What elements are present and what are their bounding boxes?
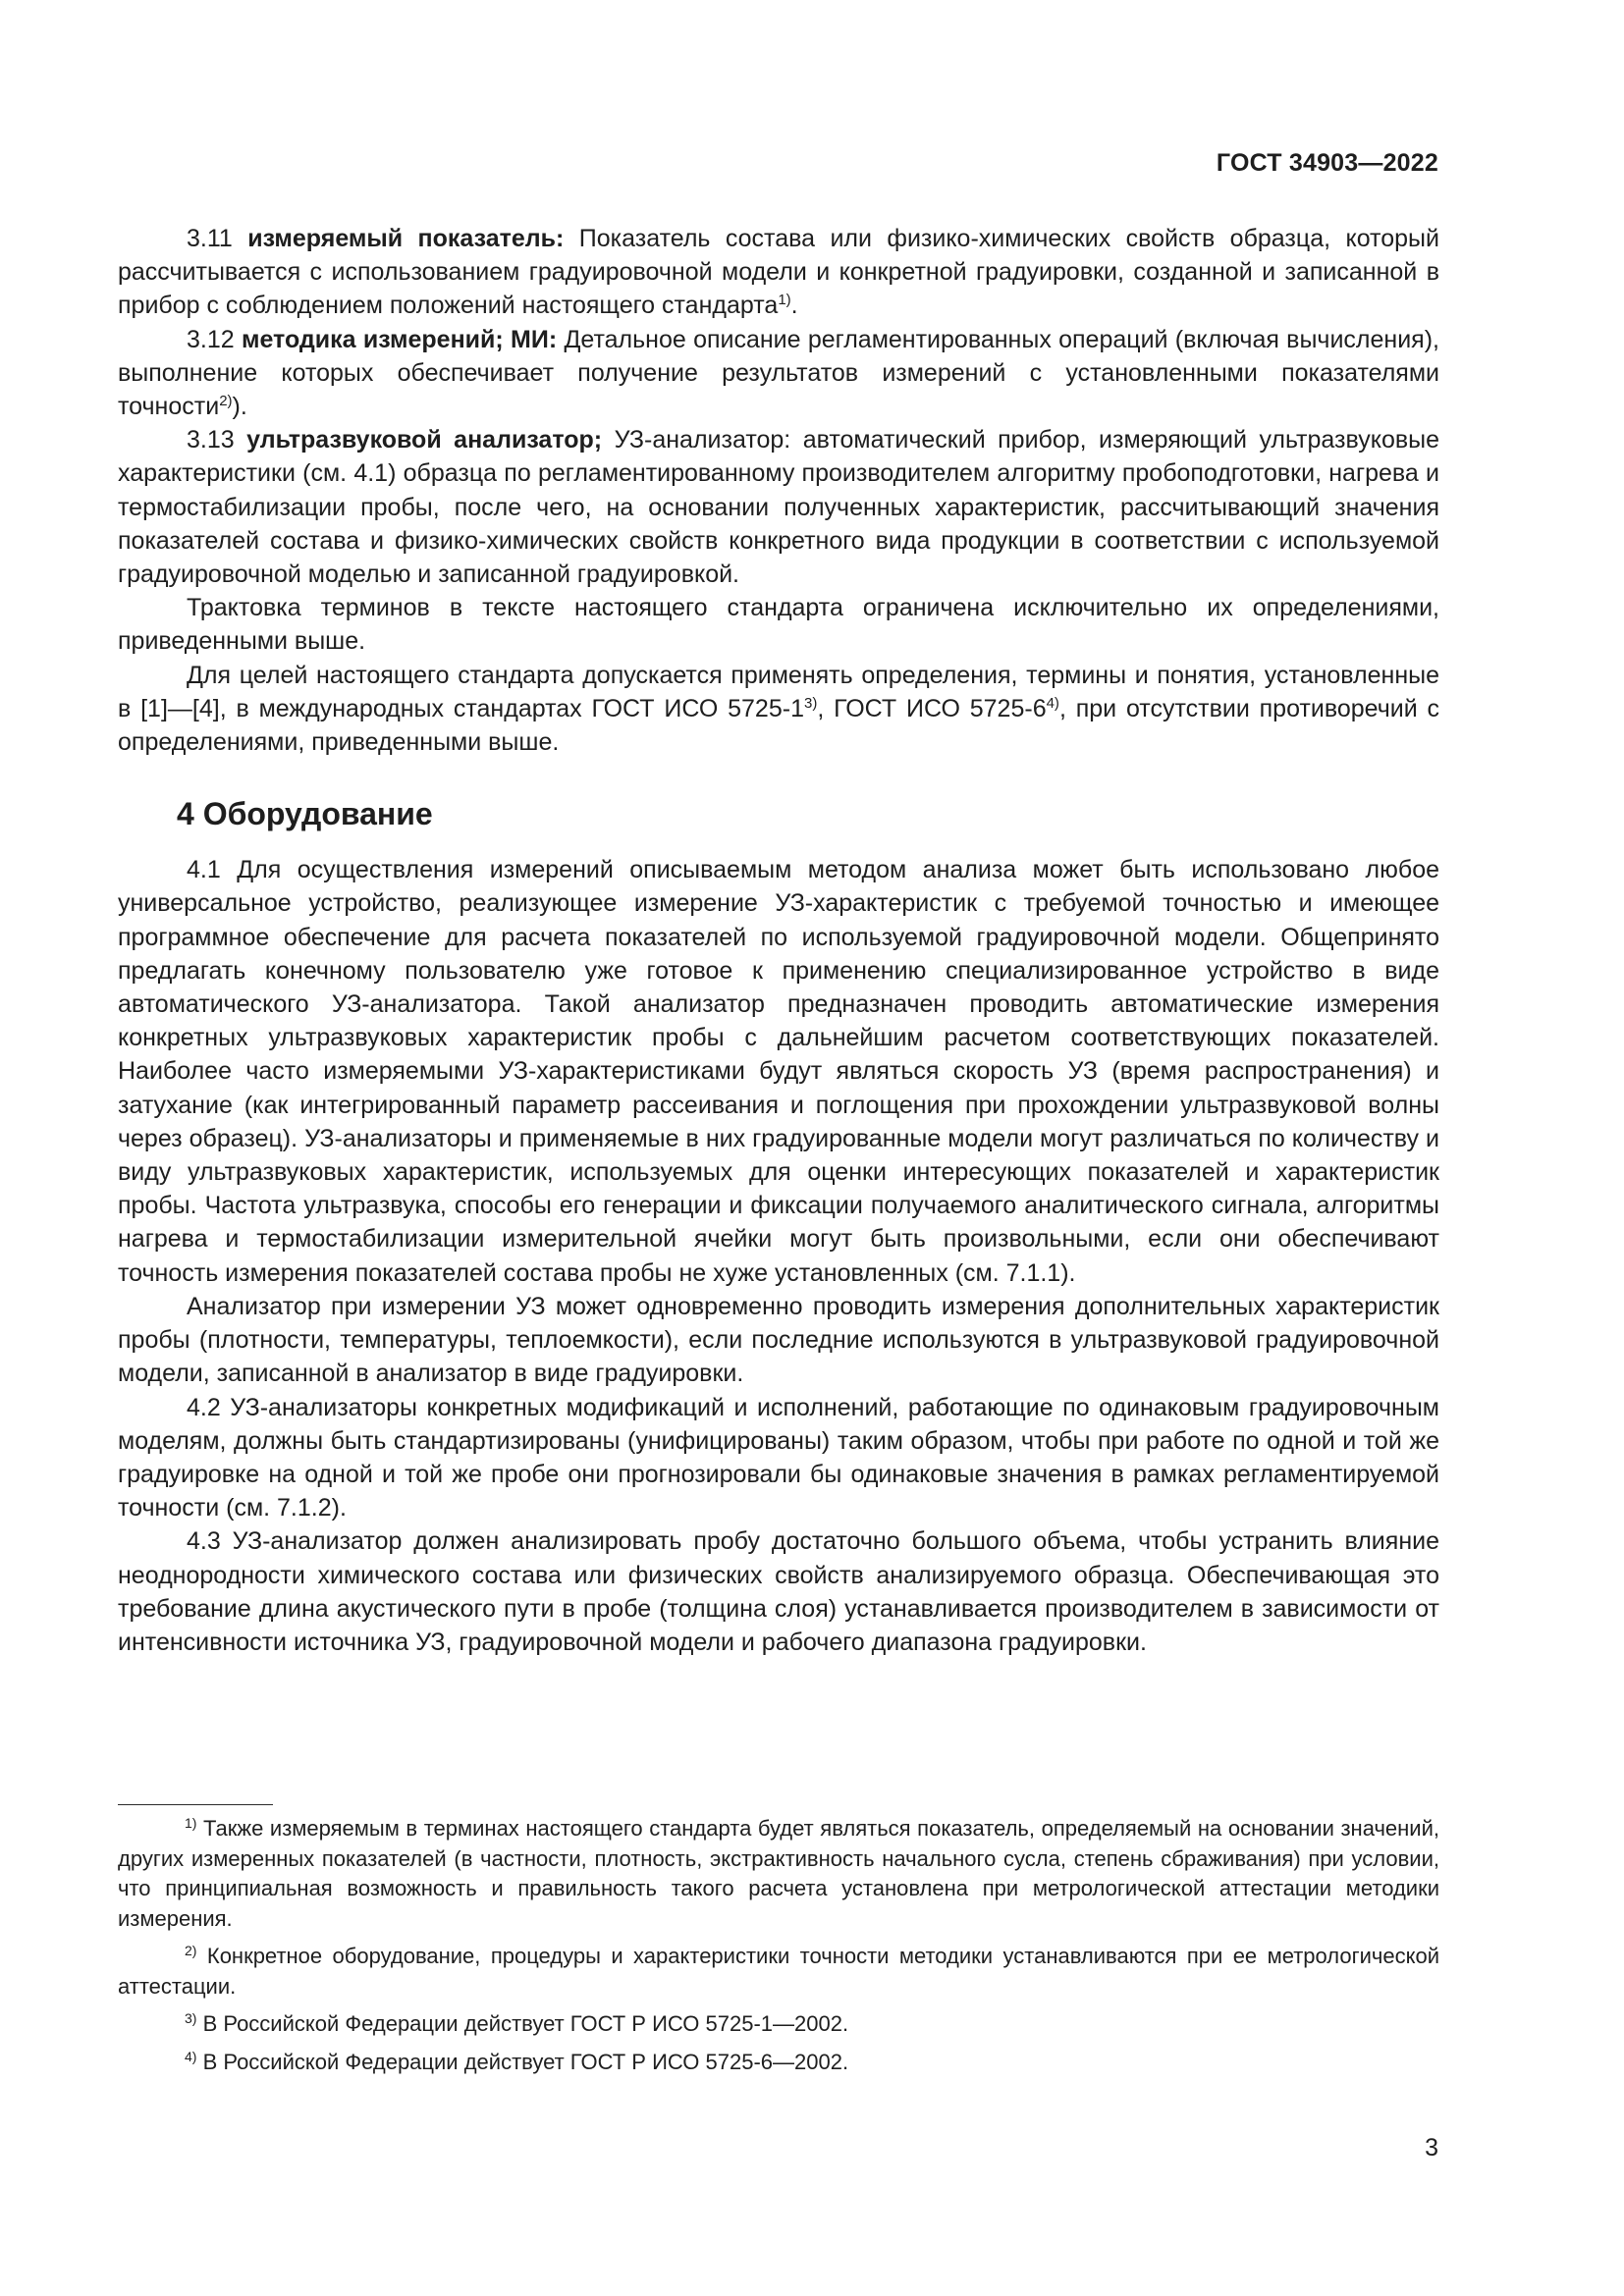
- footnote-mark: 4): [185, 2048, 197, 2064]
- definition-term: ультразвуковой анализатор;: [246, 426, 603, 454]
- footnote-mark: 1): [185, 1815, 197, 1831]
- footnote-mark: 2): [185, 1943, 197, 1958]
- paragraph-application: Для целей настоящего стандарта допускается применять определения, термины и понятия, установленные в [1]—[4], в международных стандартах ГОСТ ИСО 5725-1$^{3)}$, ГОСТ ИСО 5725-6$^{4)}$, при отсутствии противоречий с определениями, приведенными выше.: [118, 661, 1439, 757]
- definition-text: Детальное описание регламентированных операций (включая вычисления), выполнение которых обеспечивает получение результатов измерений с установленными показателями точности: [118, 325, 1439, 421]
- definition-3-12: 3.12 методика измерений; МИ: Детальное описание регламентированных операций (включая вычисления), выполнение которых обеспечивает получение результатов измерений с установленными показателями точности$^{2)}$).: [118, 325, 1439, 421]
- definition-3-11: 3.11 измеряемый показатель: Показатель состава или физико-химических свойств образца, который рассчитывается с использованием градуировочной модели и конкретной градуировки, созданной и записанной в прибор с соблюдением положений настоящего стандарта$^{1)}$.: [118, 225, 1439, 320]
- paragraph-4-1: 4.1 Для осуществления измерений описываемым методом анализа может быть использовано любое универсальное устройство, реализующее измерение УЗ-характеристик с требуемой точностью и имеющее программное обеспечение для расчета показателей по используемой градуировочной модели. Общепринято предлагать конечному пользователю уже готовое к применению специализированное устройство в виде автоматического УЗ-анализатора. Такой анализатор предназначен проводить автоматические измерения конкретных ультразвуковых характеристик пробы с дальнейшим расчетом соответствующих показателей. Наиболее часто измеряемыми УЗ-характеристиками будут являться скорость УЗ (время распространения) и затухание (как интегрированный параметр рассеивания и поглощения при прохождении ультразвуковой волны через образец). УЗ-анализаторы и применяемые в них градуированные модели могут различаться по количеству и виду ультразвуковых характеристик, используемых для оценки интересующих показателей и характеристик пробы. Частота ультразвука, способы его генерации и фиксации получаемого аналитического сигнала, алгоритмы нагрева и термостабилизации измерительной ячейки могут быть произвольными, если они обеспечивают точность измерения показателей состава пробы не хуже установленных (см. 7.1.1).: [118, 856, 1439, 1287]
- footnote-ref: 2): [219, 393, 233, 410]
- definition-number: 3.12: [187, 325, 235, 353]
- footnote-4: $^{4)}$ В Российской Федерации действует ГОСТ Р ИСО 5725-6—2002.: [185, 2048, 849, 2074]
- footnote-ref: 4): [1046, 694, 1059, 712]
- definition-term: измеряемый показатель:: [247, 225, 565, 252]
- paragraph-4-3: 4.3 УЗ-анализатор должен анализировать пробу достаточно большого объема, чтобы устранить влияние неоднородности химического состава или физических свойств анализируемого образца. Обеспечивающая это требование длина акустического пути в пробе (толщина слоя) устанавливается производителем в зависимости от интенсивности источника УЗ, градуировочной модели и рабочего диапазона градуировки.: [118, 1527, 1439, 1656]
- section-heading: 4 Оборудование: [177, 796, 433, 832]
- footnote-ref: 1): [778, 292, 791, 309]
- footnotes: [118, 1814, 1439, 2085]
- standard-designation: ГОСТ 34903—2022: [1216, 149, 1438, 177]
- footnote-separator: [118, 1804, 273, 1805]
- footnote-mark: 3): [185, 2010, 197, 2026]
- body-text: [118, 222, 1439, 1659]
- definition-number: 3.13: [187, 426, 235, 454]
- definition-3-13: [118, 423, 1439, 591]
- definition-number: 3.11: [187, 225, 233, 252]
- footnote-ref: 3): [803, 694, 818, 712]
- paragraph-analyzer-extra: Анализатор при измерении УЗ может одновременно проводить измерения дополнительных характеристик пробы (плотности, температуры, теплоемкости), если последние используются в ультразвуковой градуировочной модели, записанной в анализатор в виде градуировки.: [118, 1292, 1439, 1388]
- paragraph-interpretation: Трактовка терминов в тексте настоящего стандарта ограничена исключительно их определениями, приведенными выше.: [118, 594, 1439, 656]
- footnote-3: $^{3)}$ В Российской Федерации действует ГОСТ Р ИСО 5725-1—2002.: [185, 2010, 849, 2036]
- definition-term: методика измерений; МИ:: [241, 325, 558, 353]
- paragraph-4-2: 4.2 УЗ-анализаторы конкретных модификаций и исполнений, работающие по одинаковым градуировочным моделям, должны быть стандартизированы (унифицированы) таким образом, чтобы при работе по одной и той же градуировке на одной и той же пробе они прогнозировали бы одинаковые значения в рамках регламентируемой точности (см. 7.1.2).: [118, 1393, 1439, 1522]
- footnote-2: $^{2)}$ Конкретное оборудование, процедуры и характеристики точности методики устанавливаются при ее метрологической аттестации.: [118, 1943, 1439, 1999]
- definition-text: УЗ-анализатор: автоматический прибор, измеряющий ультразвуковые характеристики (см. 4.1) образца по регламентированному производителем алгоритму пробоподготовки, нагрева и термостабилизации пробы, после чего, на основании полученных характеристик, рассчитывающий значения показателей состава и физико-химических свойств конкретного вида продукции в соответствии с используемой градуировочной моделью и записанной градуировкой.: [118, 426, 1440, 589]
- page-number: 3: [1425, 2134, 1438, 2162]
- footnote-1: $^{1)}$ Также измеряемым в терминах настоящего стандарта будет являться показатель, определяемый на основании значений, других измеренных показателей (в частности, плотность, экстрактивность начального сусла, степень сбраживания) при условии, что принципиальная возможность и правильность такого расчета установлена при метрологической аттестации методики измерения.: [118, 1815, 1439, 1931]
- definition-text: Показатель состава или физико-химических свойств образца, который рассчитывается с использованием градуировочной модели и конкретной градуировки, созданной и записанной в прибор с соблюдением положений настоящего стандарта: [118, 225, 1439, 320]
